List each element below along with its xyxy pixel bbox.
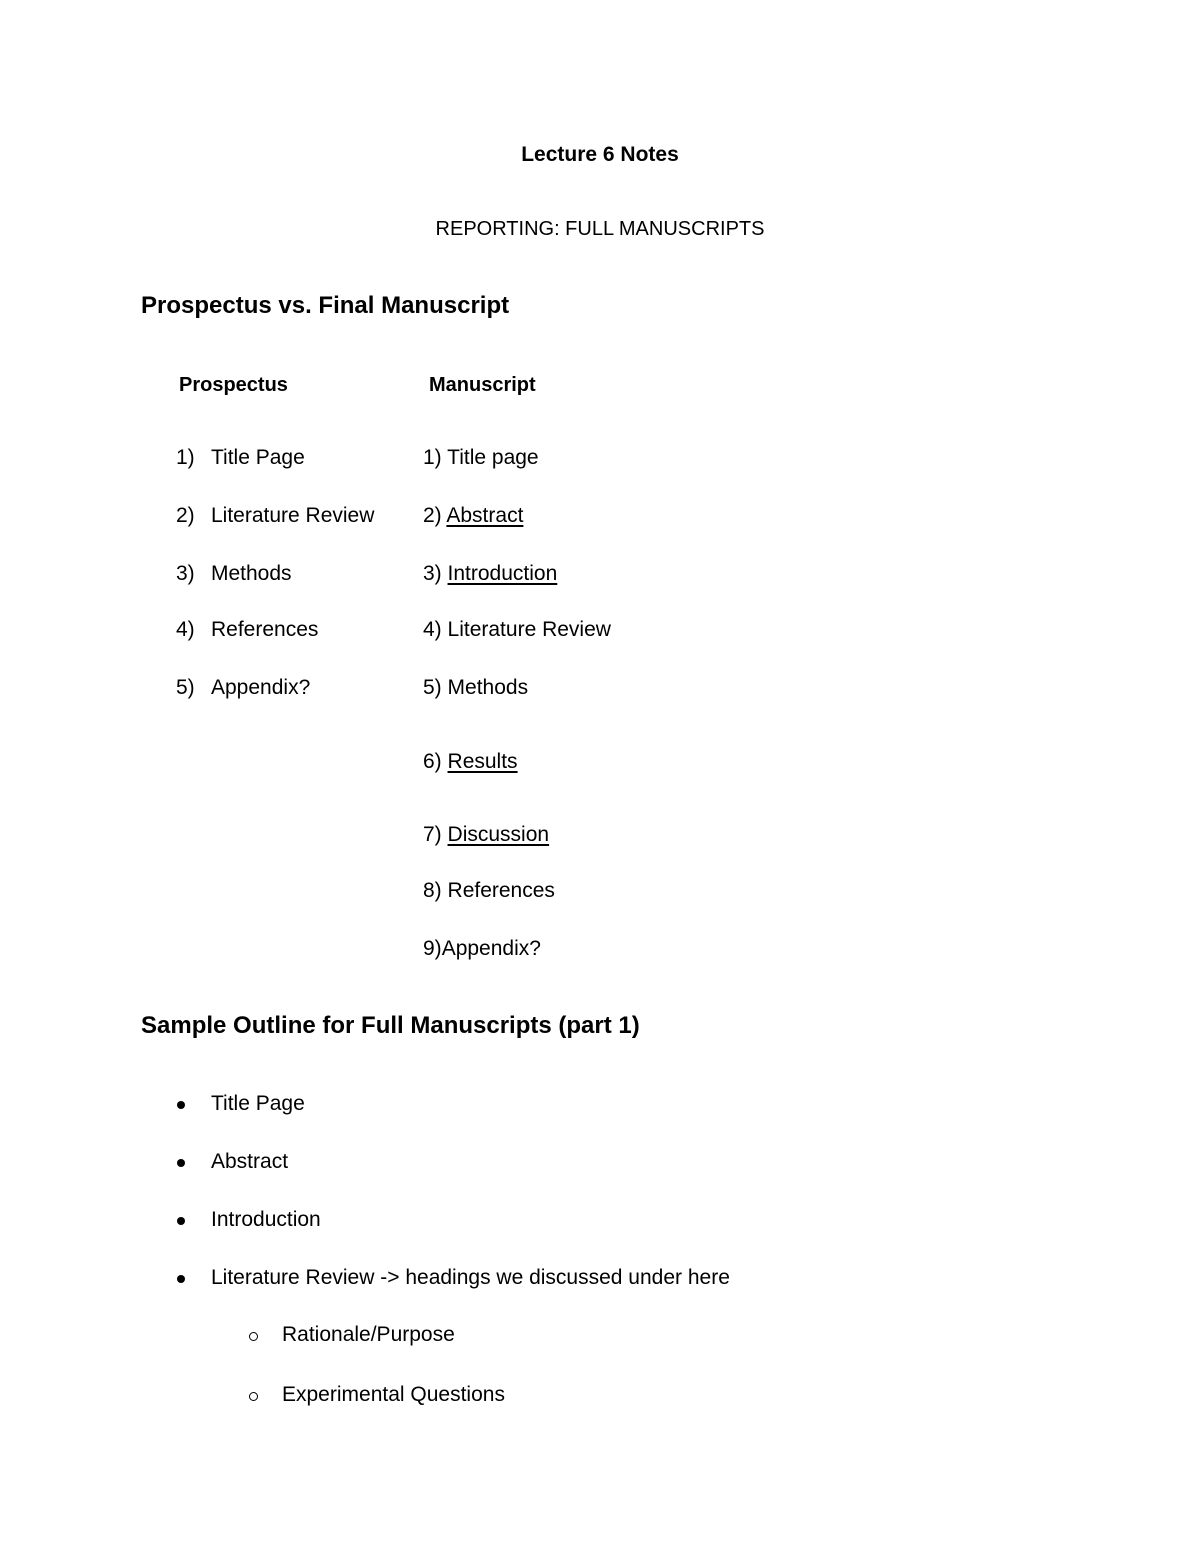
item-text: Title page xyxy=(447,446,539,469)
item-text: Methods xyxy=(211,562,292,585)
manuscript-item xyxy=(423,504,523,528)
manuscript-item xyxy=(423,446,539,470)
manuscript-item xyxy=(423,750,518,774)
item-text: Appendix? xyxy=(441,937,541,960)
item-number: 8) xyxy=(423,879,442,902)
document-subtitle: REPORTING: FULL MANUSCRIPTS xyxy=(435,218,765,240)
manuscript-item xyxy=(423,823,549,847)
item-text: Discussion xyxy=(447,823,550,846)
item-number: 5) xyxy=(423,676,442,699)
outline-bullet-item: Abstract xyxy=(211,1150,289,1173)
item-number: 5) xyxy=(176,676,195,699)
outline-bullet-item: Literature Review -> headings we discussed under here xyxy=(211,1266,730,1289)
item-text: References xyxy=(447,879,555,902)
item-number: 6) xyxy=(423,750,442,773)
prospectus-item xyxy=(176,562,292,586)
item-text: Appendix? xyxy=(211,676,311,699)
bullet-icon xyxy=(177,1159,185,1167)
prospectus-item xyxy=(176,618,318,642)
document-title: Lecture 6 Notes xyxy=(521,143,679,166)
manuscript-item xyxy=(423,618,611,642)
outline-bullet-item: Title Page xyxy=(211,1092,305,1115)
item-number: 4) xyxy=(423,618,442,641)
item-text: Title Page xyxy=(211,446,305,469)
prospectus-column-header: Prospectus xyxy=(179,374,288,396)
manuscript-column-header: Manuscript xyxy=(429,374,536,396)
item-text: References xyxy=(211,618,319,641)
sub-bullet-icon xyxy=(249,1332,258,1341)
outline-sub-bullet-item: Rationale/Purpose xyxy=(282,1323,455,1346)
item-text: Abstract xyxy=(446,504,524,527)
manuscript-item xyxy=(423,676,528,700)
item-number: 2) xyxy=(176,504,195,527)
bullet-icon xyxy=(177,1101,185,1109)
item-number: 3) xyxy=(423,562,442,585)
sub-bullet-icon xyxy=(249,1392,258,1401)
item-text: Literature Review xyxy=(447,618,611,641)
section-heading-prospectus-vs-manuscript: Prospectus vs. Final Manuscript xyxy=(141,292,510,319)
item-number: 1) xyxy=(176,446,195,469)
item-text: Results xyxy=(447,750,518,773)
outline-bullet-item: Introduction xyxy=(211,1208,321,1231)
item-number: 2) xyxy=(423,504,442,527)
section-heading-sample-outline: Sample Outline for Full Manuscripts (part 1) xyxy=(141,1012,640,1039)
bullet-icon xyxy=(177,1275,185,1283)
manuscript-item xyxy=(423,562,557,586)
prospectus-item xyxy=(176,676,310,700)
item-text: Introduction xyxy=(447,562,558,585)
bullet-icon xyxy=(177,1217,185,1225)
prospectus-item xyxy=(176,504,374,528)
item-number: 1) xyxy=(423,446,442,469)
manuscript-item xyxy=(423,879,555,903)
item-number: 7) xyxy=(423,823,442,846)
item-text: Methods xyxy=(447,676,529,699)
outline-sub-bullet-item: Experimental Questions xyxy=(282,1383,505,1406)
manuscript-item xyxy=(423,937,541,961)
prospectus-item xyxy=(176,446,305,470)
item-number: 3) xyxy=(176,562,195,585)
item-number: 4) xyxy=(176,618,195,641)
item-number: 9) xyxy=(423,937,442,960)
item-text: Literature Review xyxy=(211,504,375,527)
